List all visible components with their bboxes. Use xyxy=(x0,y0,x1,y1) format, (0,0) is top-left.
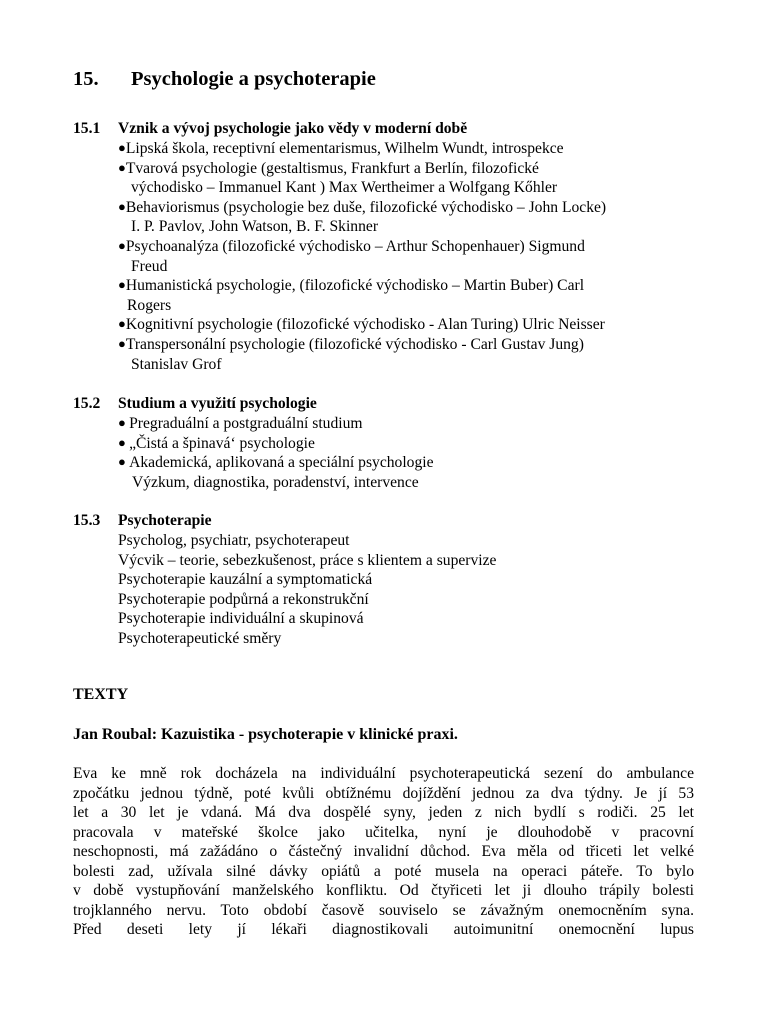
section-number: 15.1 xyxy=(73,120,101,137)
paragraph-line: neschopnosti, má zažádáno o částečný invalidní důchod. Eva měla od třiceti let velké xyxy=(73,843,694,860)
bullet-icon: ● xyxy=(118,237,126,253)
section-title: Psychoterapie xyxy=(118,512,212,529)
bullet-icon: ● xyxy=(118,335,126,351)
list-item: Psychoterapie podpůrná a rekonstrukční xyxy=(118,590,369,608)
article-title: Jan Roubal: Kazuistika - psychoterapie v klinické praxi. xyxy=(73,726,458,743)
list-item-continuation: Rogers xyxy=(127,296,172,314)
bullet-icon: ● xyxy=(118,316,126,332)
list-item: ●Tvarová psychologie (gestaltismus, Frankfurt a Berlín, filozofické xyxy=(118,159,539,177)
paragraph-line: Před deseti lety jí lékaři diagnostikovali autoimunitní onemocnění lupus xyxy=(73,921,694,938)
list-item-continuation: Freud xyxy=(131,257,168,275)
list-item: ●Humanistická psychologie, (filozofické východisko – Martin Buber) Carl xyxy=(118,277,585,295)
bullet-icon: ● xyxy=(118,140,126,155)
list-item: ●Transpersonální psychologie (filozofické východisko - Carl Gustav Jung) xyxy=(118,335,584,353)
texts-heading: TEXTY xyxy=(73,686,129,703)
list-item-continuation: východisko – Immanuel Kant ) Max Wertheimer a Wolfgang Kőhler xyxy=(131,179,558,197)
section-list-15-2 xyxy=(118,414,434,492)
paragraph-line: pracovala v mateřské školce jako učitelka, nyní je dlouhodobě v pracovní xyxy=(73,823,694,841)
list-item: ● Pregraduální a postgraduální studium xyxy=(118,415,363,432)
section-title: Studium a využití psychologie xyxy=(118,395,317,412)
section-number: 15.2 xyxy=(73,395,101,412)
paragraph-line: let a 30 let je vdaná. Má dva dospělé syny, jeden z nich bydlí s rodiči. 25 let xyxy=(73,804,694,821)
bullet-icon: ● xyxy=(118,277,126,293)
list-item: ●Kognitivní psychologie (filozofické východisko - Alan Turing) Ulric Neisser xyxy=(118,316,605,334)
paragraph-line: trojklanného nervu. Toto období časově souviselo se závažným onemocněním syna. xyxy=(73,901,694,919)
paragraph-line: v době vystupňování manželského konfliktu. Od čtyřiceti let ji dlouho trápily bolesti xyxy=(73,882,694,899)
section-title: Vznik a vývoj psychologie jako vědy v moderní době xyxy=(118,120,468,137)
paragraph-line: bolesti zad, užívala silné dávky opiátů a poté musela na operaci páteře. To bylo xyxy=(73,862,694,880)
section-heading-15-2 xyxy=(73,394,317,414)
list-item: ●Behaviorismus (psychologie bez duše, filozofické východisko – John Locke) xyxy=(118,198,607,216)
list-item: Psychoterapie kauzální a symptomatická xyxy=(118,571,373,589)
article-body xyxy=(73,764,694,940)
list-item: Psycholog, psychiatr, psychoterapeut xyxy=(118,532,350,549)
chapter-number: 15. xyxy=(73,68,99,90)
bullet-icon: ● xyxy=(118,159,126,175)
section-number: 15.3 xyxy=(73,512,101,529)
list-item: Výcvik – teorie, sebezkušenost, práce s klientem a supervize xyxy=(118,551,497,569)
bullet-icon: ● xyxy=(118,434,130,450)
section-list-15-1 xyxy=(118,139,606,374)
bullet-icon: ● xyxy=(118,415,130,430)
chapter-title xyxy=(73,68,376,91)
paragraph-line: Eva ke mně rok docházela na individuální psychoterapeutická sezení do ambulance xyxy=(73,765,694,782)
list-item: Psychoterapeutické směry xyxy=(118,629,282,647)
section-list-15-3 xyxy=(118,531,496,649)
list-item-continuation: Výzkum, diagnostika, poradenství, intervence xyxy=(132,473,419,491)
section-heading-15-1 xyxy=(73,119,467,139)
paragraph-line: zpočátku jednou týdně, poté kvůli obtížnému dojíždění jednou za dva týdny. Je jí 53 xyxy=(73,784,694,802)
list-item: ●Psychoanalýza (filozofické východisko – Arthur Schopenhauer) Sigmund xyxy=(118,237,585,255)
chapter-title-text: Psychologie a psychoterapie xyxy=(131,68,376,90)
list-item: ● Akademická, aplikovaná a speciální psychologie xyxy=(118,454,434,472)
bullet-icon: ● xyxy=(118,198,126,214)
list-item: ● „Čistá a špinavá‘ psychologie xyxy=(118,434,315,452)
list-item-continuation: I. P. Pavlov, John Watson, B. F. Skinner xyxy=(131,218,379,236)
list-item-continuation: Stanislav Grof xyxy=(131,355,222,373)
list-item: ●Lipská škola, receptivní elementarismus, Wilhelm Wundt, introspekce xyxy=(118,140,564,157)
bullet-icon: ● xyxy=(118,454,130,470)
list-item: Psychoterapie individuální a skupinová xyxy=(118,610,364,628)
section-heading-15-3 xyxy=(73,511,212,531)
